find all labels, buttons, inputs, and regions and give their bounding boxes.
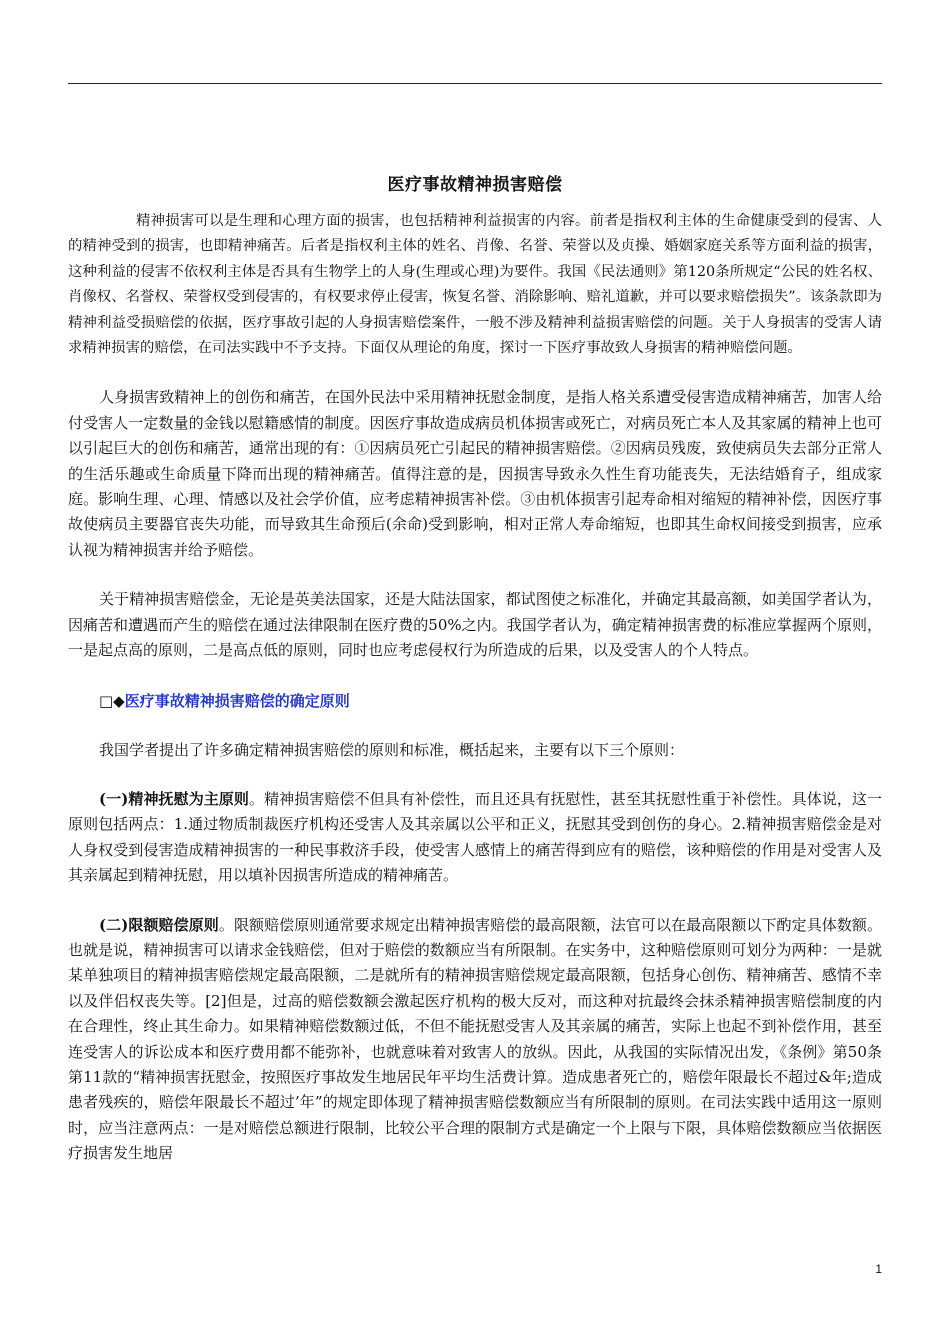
header-rule — [68, 83, 882, 84]
paragraph-personal-injury: 人身损害致精神上的创伤和痛苦，在国外民法中采用精神抚慰金制度，是指人格关系遭受侵害造成精神痛苦，加害人给付受害人一定数量的金钱以慰籍感情的制度。因医疗事故造成病员机体损害或死亡，对病员死亡本人及其家属的精神上也可以引起巨大的创伤和痛苦，通常出现的有：①因病员死亡引起民的精神损害赔偿。②因病员残废，致使病员失去部分正常人的生活乐趣或生命质量下降而出现的精神痛苦。值得注意的是，因损害导致永久性生育功能丧失，无法结婚育子，组成家庭。影响生理、心理、情感以及社会学价值，应考虑精神损害补偿。③由机体损害引起寿命相对缩短的精神补偿，因医疗事故使病员主要器官丧失功能，而导致其生命预后(余命)受到影响，相对正常人寿命缩短，也即其生命权间接受到损害，应承认视为精神损害并给予赔偿。 — [68, 388, 882, 559]
paragraph-compensation-amount: 关于精神损害赔偿金，无论是英美法国家，还是大陆法国家，都试图使之标准化，并确定其最高额，如美国学者认为，因痛苦和遭遇而产生的赔偿在通过法律限制在医疗费的50%之内。我国学者认为，确定精神损害费的标准应掌握两个原则，一是起点高的原则，二是高点低的原则，同时也应考虑侵权行为所造成的后果，以及受害人的个人特点。 — [68, 590, 882, 660]
paragraph-principles-intro: 我国学者提出了许多确定精神损害赔偿的原则和标准，概括起来，主要有以下三个原则： — [99, 740, 685, 759]
paragraph-principle-1 — [68, 787, 882, 889]
paragraph-principle-2 — [68, 913, 882, 1167]
section-heading-text: 医疗事故精神损害赔偿的确定原则 — [124, 691, 350, 710]
page-number: 1 — [875, 1262, 882, 1276]
principle-1-end: 。 — [249, 789, 265, 808]
section-heading — [68, 688, 882, 714]
principle-1-body: 精神损害赔偿不但具有补偿性，而且还具有抚慰性，甚至其抚慰性重于补偿性。具体说，这一原则包括两点：1.通过物质制裁医疗机构还受害人及其亲属以公平和正义，抚慰其受到创伤的身心。2.精神损害赔偿金是对人身权受到侵害造成精神损害的一种民事救济手段，使受害人感情上的痛苦得到应有的赔偿，该种赔偿的作用是对受害人及其亲属起到精神抚慰，用以填补因损害所造成的精神痛苦。 — [68, 789, 882, 885]
document-title: 医疗事故精神损害赔偿 — [387, 175, 563, 195]
bullet-icon: □◆ — [99, 691, 125, 710]
paragraph-intro: 精神损害可以是生理和心理方面的损害，也包括精神利益损害的内容。前者是指权利主体的生命健康受到的侵害、人的精神受到的损害，也即精神痛苦。后者是指权利主体的姓名、肖像、名誉、荣誉以及贞操、婚姻家庭关系等方面利益的损害，这种利益的侵害不依权利主体是否具有生物学上的人身(生理或心理)为要件。我国《民法通则》第120条所规定“公民的姓名权、肖像权、名誉权、荣誉权受到侵害的，有权要求停止侵害，恢复名誉、消除影响、赔礼道歉，并可以要求赔偿损失”。该条款即为精神利益受损赔偿的依据，医疗事故引起的人身损害赔偿案件，一般不涉及精神利益损害赔偿的问题。关于人身损害的受害人请求精神损害的赔偿，在司法实践中不予支持。下面仅从理论的角度，探讨一下医疗事故致人身损害的精神赔偿问题。 — [68, 213, 882, 357]
principle-2-body: 限额赔偿原则通常要求规定出精神损害赔偿的最高限额，法官可以在最高限额以下酌定具体数额。也就是说，精神损害可以请求金钱赔偿，但对于赔偿的数额应当有所限制。在实务中，这种赔偿原则可划分为两种：一是就某单独项目的精神损害赔偿规定最高限额，二是就所有的精神损害赔偿规定最高限额，包括身心创伤、精神痛苦、感情不幸以及伴侣权丧失等。[2]但是，过高的赔偿数额会激起医疗机构的极大反对，而这种对抗最终会抹杀精神损害赔偿制度的内在合理性，终止其生命力。如果精神赔偿数额过低，不但不能抚慰受害人及其亲属的痛苦，实际上也起不到补偿作用，甚至连受害人的诉讼成本和医疗费用都不能弥补，也就意味着对致害人的放纵。因此，从我国的实际情况出发，《条例》第50条第11款的“精神损害抚慰金，按照医疗事故发生地居民年平均生活费计算。造成患者死亡的，赔偿年限最长不超过&年;造成患者残疾的，赔偿年限最长不超过’年”的规定即体现了精神损害赔偿数额应当有所限制的原则。在司法实践中适用这一原则时，应当注意两点：一是对赔偿总额进行限制，比较公平合理的限制方式是确定一个上限与下限，具体赔偿数额应当依据医疗损害发生地居 — [68, 915, 882, 1163]
principle-1-label: (一)精神抚慰为主原则 — [99, 789, 249, 808]
principle-2-label: (二)限额赔偿原则 — [99, 915, 219, 934]
document-body — [68, 170, 882, 1167]
principle-2-end: 。 — [218, 915, 234, 934]
